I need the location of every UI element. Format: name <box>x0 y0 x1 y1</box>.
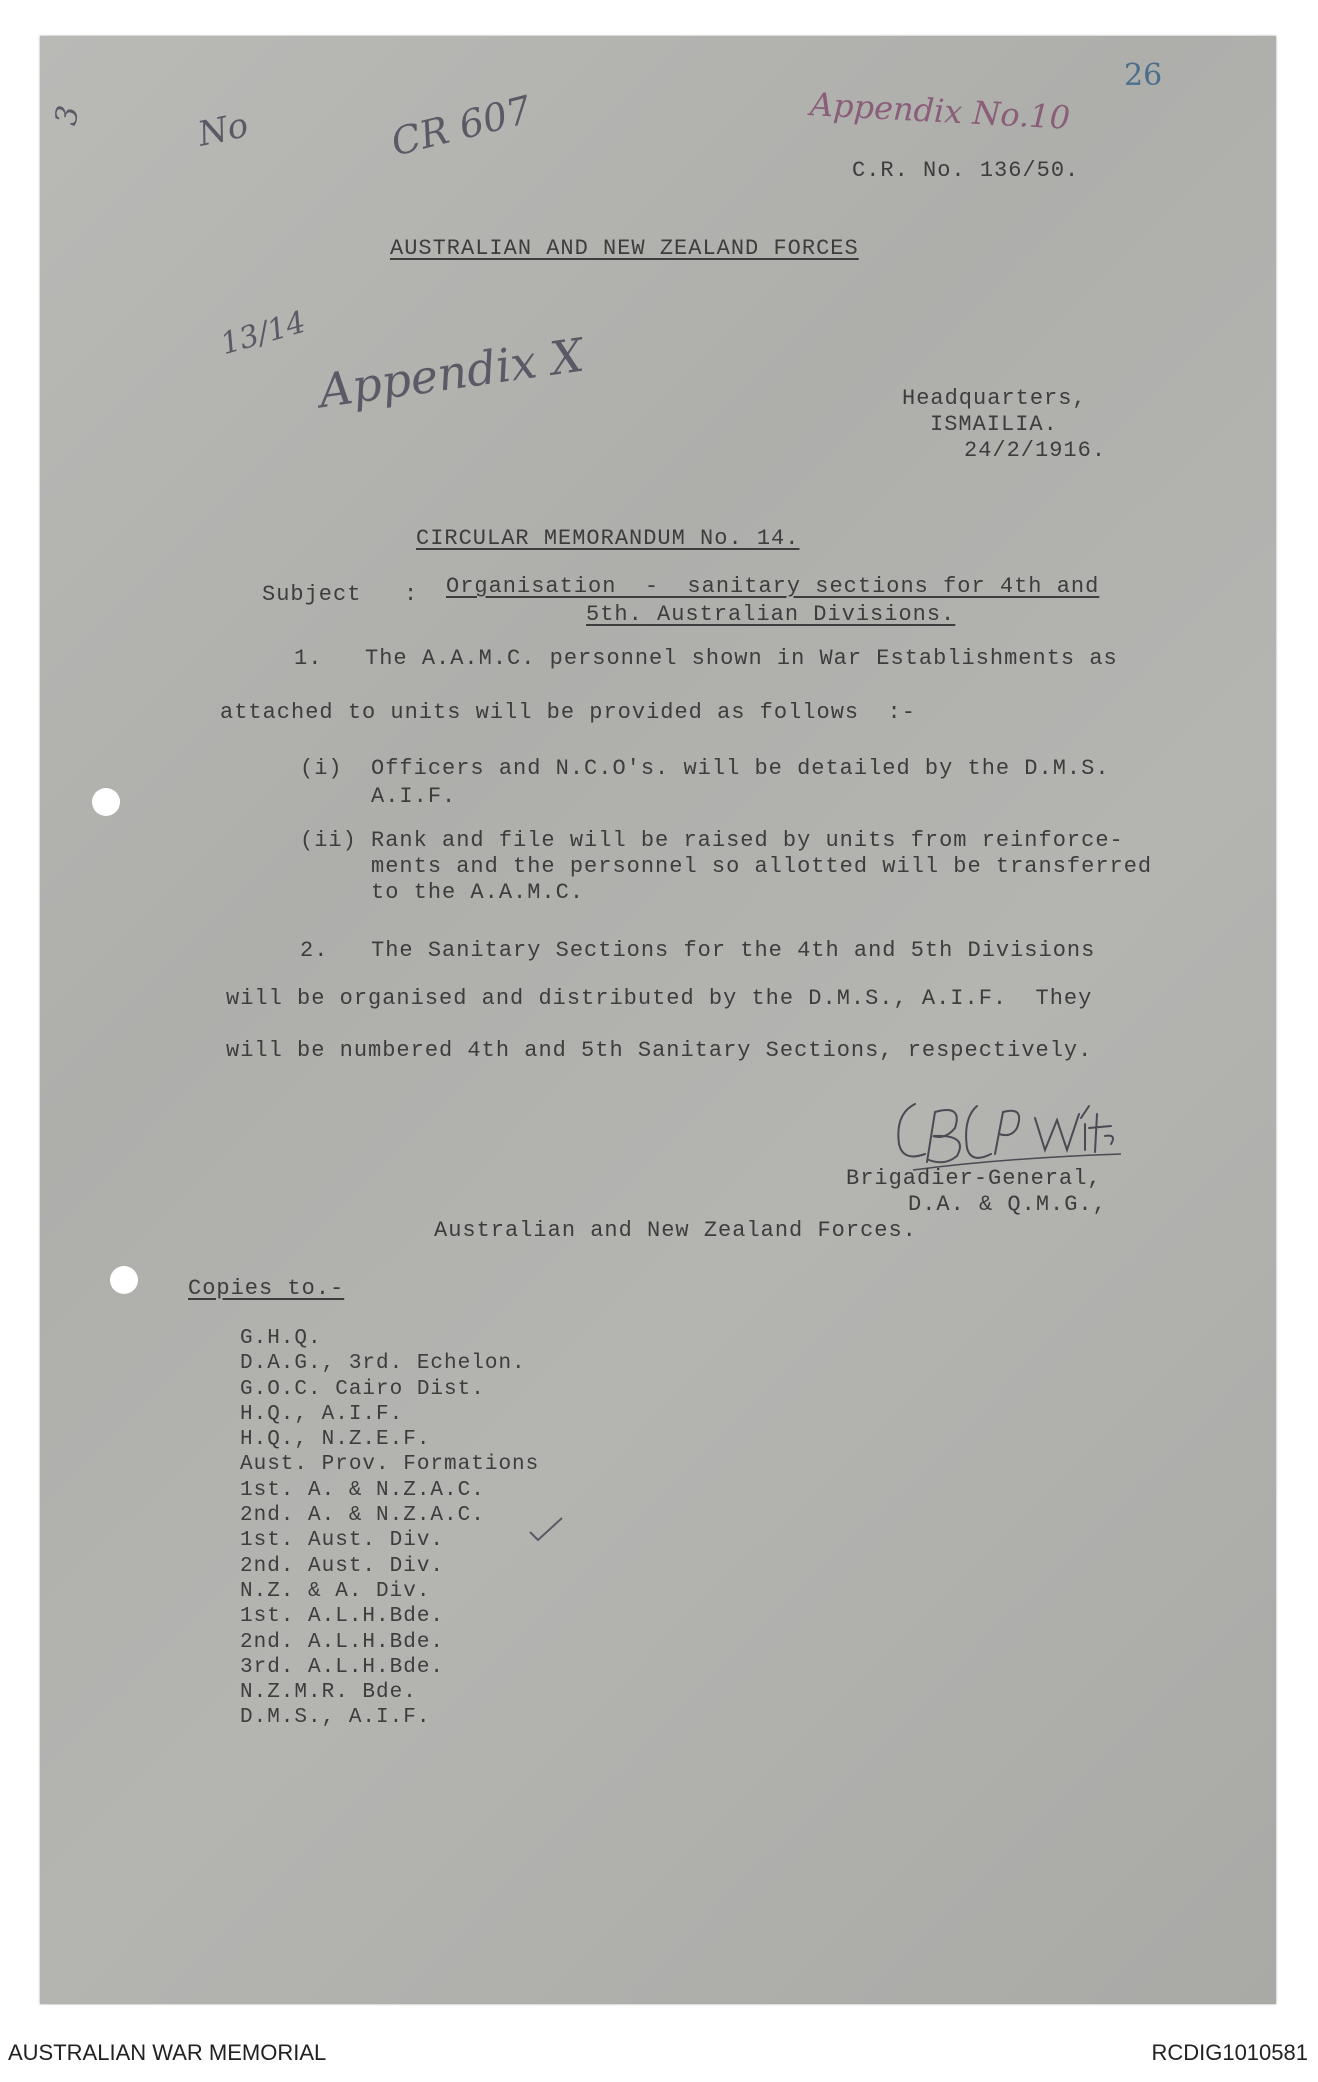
item2-line-3: to the A.A.M.C. <box>300 880 585 905</box>
copies-item: G.O.C. Cairo Dist. <box>240 1377 485 1401</box>
subject-label: Subject : <box>262 582 419 607</box>
margin-mark-cr: CR 607 <box>386 87 536 165</box>
signatory-role: D.A. & Q.M.G., <box>908 1192 1107 1217</box>
copies-item: D.A.G., 3rd. Echelon. <box>240 1352 526 1376</box>
copies-item: 3rd. A.L.H.Bde. <box>240 1655 445 1679</box>
copies-item: Aust. Prov. Formations <box>240 1453 540 1477</box>
signature-text <box>40 36 41 37</box>
item1-line-1: (i) Officers and N.C.O's. will be detailed by the D.M.S. <box>300 756 1110 781</box>
copies-list <box>240 1326 539 1731</box>
appendix-number-mark: Appendix No.10 <box>809 85 1071 137</box>
hq-line-1: Headquarters, <box>902 386 1087 411</box>
check-mark-icon <box>526 1514 566 1544</box>
copies-item: G.H.Q. <box>240 1327 322 1350</box>
margin-mark-no: No <box>194 105 252 155</box>
signature-scrawl <box>885 1084 1125 1174</box>
folio-mark: 13/14 <box>216 304 310 363</box>
para2-line-1: 2. The Sanitary Sections for the 4th and 5th Divisions <box>300 938 1096 963</box>
copies-item: 2nd. Aust. Div. <box>240 1554 445 1578</box>
subject-line-2: 5th. Australian Divisions. <box>586 602 956 627</box>
signatory-org: Australian and New Zealand Forces. <box>434 1218 917 1243</box>
signatory-rank: Brigadier-General, <box>846 1166 1102 1191</box>
copies-item: D.M.S., A.I.F. <box>240 1706 431 1730</box>
copies-item: 1st. A. & N.Z.A.C. <box>240 1478 485 1502</box>
item1-line-2: A.I.F. <box>300 784 457 809</box>
copies-item: 2nd. A. & N.Z.A.C. <box>240 1504 485 1528</box>
copies-item: N.Z. & A. Div. <box>240 1579 431 1603</box>
reference-number: C.R. No. 136/50. <box>852 158 1080 183</box>
copies-label: Copies to.- <box>188 1276 345 1301</box>
document-page <box>40 36 1276 2004</box>
copies-item: H.Q., N.Z.E.F. <box>240 1428 431 1452</box>
copies-item: 2nd. A.L.H.Bde. <box>240 1630 445 1654</box>
punch-hole-bottom <box>110 1266 138 1294</box>
memo-title: CIRCULAR MEMORANDUM No. 14. <box>416 526 800 551</box>
item2-line-2: ments and the personnel so allotted will be transferred <box>300 854 1153 879</box>
page-number: 26 <box>1124 58 1163 93</box>
copies-item: 1st. Aust. Div. <box>240 1529 445 1553</box>
item2-line-1: (ii) Rank and file will be raised by units from reinforce- <box>300 828 1124 853</box>
para1-line-2: attached to units will be provided as follows :- <box>220 700 916 725</box>
hq-date: 24/2/1916. <box>964 438 1107 463</box>
copies-item: N.Z.M.R. Bde. <box>240 1681 417 1705</box>
copies-item: 1st. A.L.H.Bde. <box>240 1605 445 1629</box>
punch-hole-top <box>92 788 120 816</box>
forces-title: AUSTRALIAN AND NEW ZEALAND FORCES <box>390 236 859 261</box>
appendix-roman-mark: Appendix X <box>315 327 587 419</box>
margin-mark-3: 3 <box>48 103 87 128</box>
para2-line-2: will be organised and distributed by the D.M.S., A.I.F. They <box>226 986 1093 1011</box>
copies-item: H.Q., A.I.F. <box>240 1402 404 1426</box>
para2-line-3: will be numbered 4th and 5th Sanitary Sections, respectively. <box>226 1038 1093 1063</box>
subject-line-1: Organisation - sanitary sections for 4th and <box>446 574 1100 599</box>
para1-line-1: 1. The A.A.M.C. personnel shown in War Establishments as <box>294 646 1118 671</box>
hq-line-2: ISMAILIA. <box>930 412 1058 437</box>
footer-right: RCDIG1010581 <box>1151 2040 1308 2065</box>
footer-left: AUSTRALIAN WAR MEMORIAL <box>8 2040 327 2065</box>
